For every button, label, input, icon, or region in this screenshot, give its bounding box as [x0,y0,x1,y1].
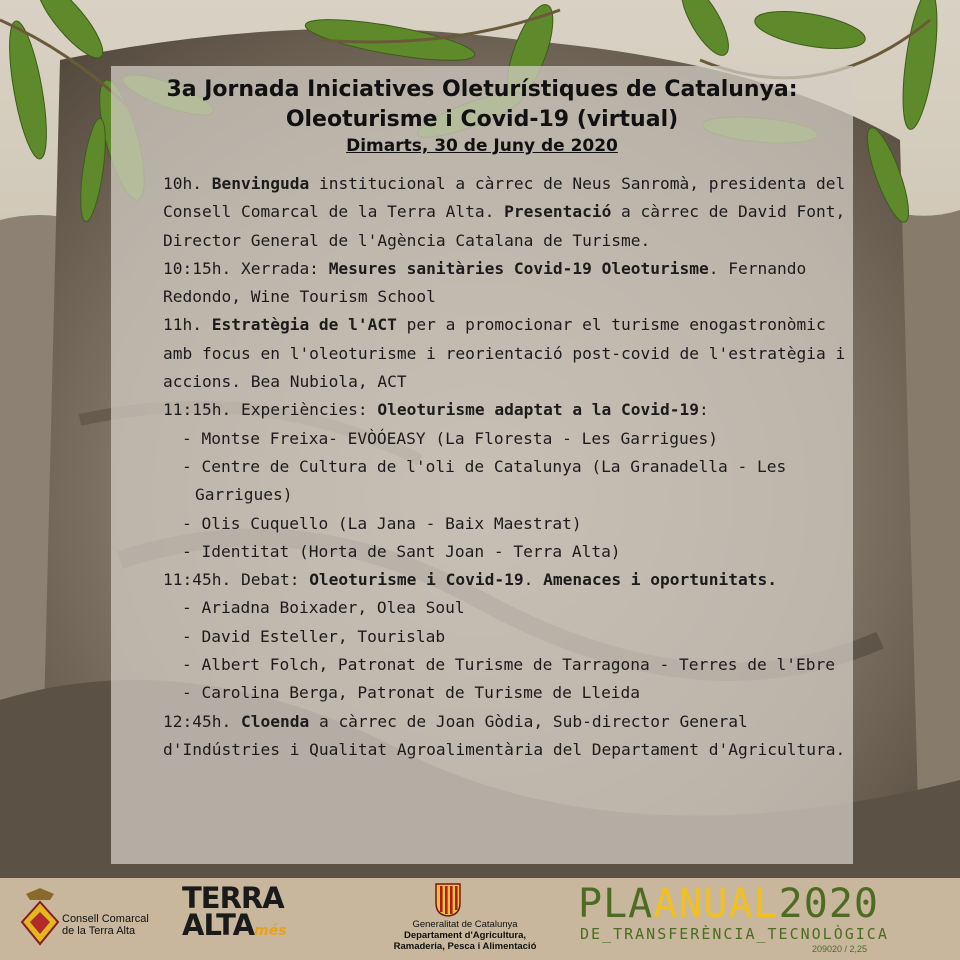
list-item: - Olis Cuquello (La Jana - Baix Maestrat) [182,513,582,533]
list-item: - Montse Freixa- EVÒÓEASY (La Floresta - Les Garrigues) [182,428,719,448]
title-line-1: 3a Jornada Iniciatives Oleturístiques de Catalunya: [166,77,798,102]
list-item: - Albert Folch, Patronat de Turisme de Tarragona - Terres de l'Ebre [182,655,835,675]
session-experiences: 11:15h. Experiències: Oleoturisme adaptat a la Covid-19: [163,400,709,420]
event-title [111,75,853,157]
pla-anual-code: 209020 / 2,25 [812,944,868,954]
program-schedule [163,170,853,764]
generalitat-label: Generalitat de Catalunya Departament d'Agricultura, Ramaderia, Pesca i Alimentació [393,919,537,952]
consell-comarcal-shield-icon [20,888,60,948]
session-welcome: 10h. Benvinguda institucional a càrrec de Neus Sanromà, presidenta del Consell Comarcal de la Terra Alta. Presentació a càrrec de David Font, Director General de l'Agència Catalana de Turisme. [163,174,846,250]
list-item: - Ariadna Boixader, Olea Soul [182,598,465,618]
terra-alta-logo: TERRA ALTAmés [182,881,287,942]
title-line-2: Oleoturisme i Covid-19 (virtual) [285,107,679,132]
list-item: - David Esteller, Tourislab [182,626,446,646]
generalitat-emblem-icon [435,883,461,917]
session-closing: 12:45h. Cloenda a càrrec de Joan Gòdia, Sub-director General d'Indústries i Qualitat Agroalimentària del Departament d'Agricultura. [163,711,846,759]
list-item: - Identitat (Horta de Sant Joan - Terra Alta) [182,541,621,561]
consell-comarcal-label: Consell Comarcal de la Terra Alta [62,913,149,937]
session-strategy: 11h. Estratègia de l'ACT per a promocionar el turisme enogastronòmic amb focus en l'oleoturisme i reorientació post-covid de l'estratègia i accions. Bea Nubiola, ACT [163,315,846,392]
session-debate: 11:45h. Debat: Oleoturisme i Covid-19. Amenaces i oportunitats. [163,570,777,590]
pla-anual-logo: PLAANUAL2020 [578,881,879,927]
session-talk: 10:15h. Xerrada: Mesures sanitàries Covid-19 Oleoturisme. Fernando Redondo, Wine Tourism School [163,258,807,307]
pla-anual-subtitle: DE_TRANSFERÈNCIA_TECNOLÒGICA [580,925,889,943]
event-date: Dimarts, 30 de Juny de 2020 [346,136,618,156]
list-item: - Centre de Cultura de l'oli de Catalunya (La Granadella - Les Garrigues) [182,456,787,505]
list-item: - Carolina Berga, Patronat de Turisme de Lleida [182,683,641,703]
